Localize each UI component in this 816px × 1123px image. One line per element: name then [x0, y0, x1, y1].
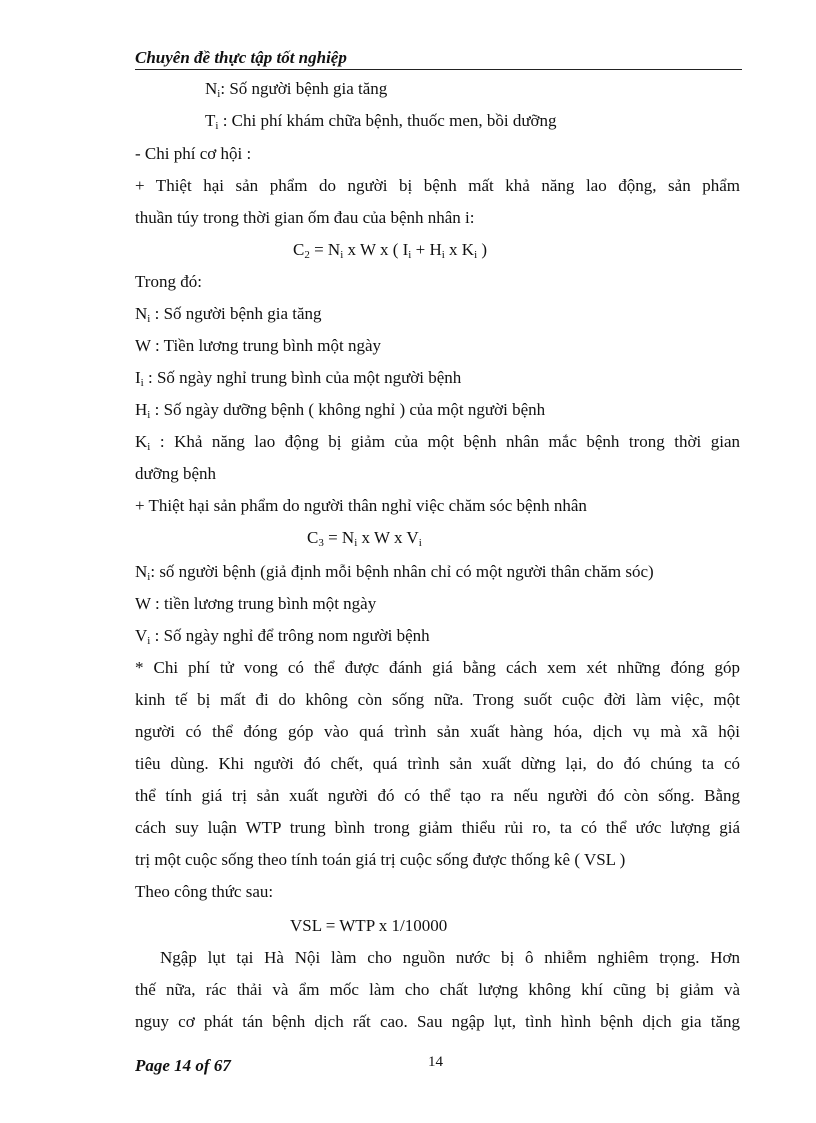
body-line: dưỡng bệnh [135, 464, 216, 483]
paragraph-line: thể tính giá trị sản xuất người đó có thể tạo ra nếu người đó còn sống. Bằng [135, 786, 740, 805]
definition-w: W : tiền lương trung bình một ngày [135, 594, 377, 613]
definition-ni: $N_i$: Số người bệnh gia tăng [205, 79, 388, 100]
definition-ni: $N_i$: số người bệnh (giả định mỗi bệnh nhân chỉ có một người thân chăm sóc) [135, 562, 654, 583]
paragraph-line: kinh tế bị mất đi do không còn sống nữa. Trong suốt cuộc đời làm việc, một [135, 690, 740, 709]
paragraph-line: * Chi phí tử vong có thể được đánh giá bằng cách xem xét những đóng góp [135, 658, 740, 677]
formula-intro: Theo công thức sau: [135, 882, 274, 901]
formula-c3: $C_3 = N_i$ x W x $V_i$ [307, 528, 422, 549]
paragraph-line: tiêu dùng. Khi người đó chết, quá trình sản xuất dừng lại, do đó chúng ta có [135, 754, 740, 773]
body-line: + Thiệt hại sản phẩm do người bị bệnh mất khả năng lao động, sản phẩm [135, 176, 740, 195]
definition-w: W : Tiền lương trung bình một ngày [135, 336, 381, 355]
where-label: Trong đó: [135, 272, 202, 291]
body-line: thuần túy trong thời gian ốm đau của bệnh nhân i: [135, 208, 475, 227]
definition-ki: $K_i$ : Khả năng lao động bị giảm của một bệnh nhân mắc bệnh trong thời gian [135, 432, 740, 453]
definition-ii: $I_i$ : Số ngày nghỉ trung bình của một người bệnh [135, 368, 462, 389]
definition-hi: $H_i$ : Số ngày dưỡng bệnh ( không nghỉ ) của một người bệnh [135, 400, 546, 421]
body-line: + Thiệt hại sản phẩm do người thân nghỉ việc chăm sóc bệnh nhân [135, 496, 587, 515]
formula-c2: $C_2 = N_i$ x W x ( $I_i + H_i$ x $K_i$ ) [293, 240, 488, 261]
formula-vsl: VSL = WTP x 1/10000 [290, 916, 448, 935]
definition-vi: $V_i$ : Số ngày nghỉ để trông nom người bệnh [135, 626, 430, 647]
document-header-title: Chuyên đề thực tập tốt nghiệp [135, 48, 742, 70]
paragraph-line: nguy cơ phát tán bệnh dịch rất cao. Sau ngập lụt, tình hình bệnh dịch gia tăng [135, 1012, 740, 1031]
definition-ti: $T_i$ : Chi phí khám chữa bệnh, thuốc men, bồi dưỡng [205, 111, 557, 132]
opportunity-cost-heading: - Chi phí cơ hội : [135, 144, 252, 163]
paragraph-line: trị một cuộc sống theo tính toán giá trị cuộc sống được thống kê ( VSL ) [135, 850, 626, 869]
definition-ni: $N_i$ : Số người bệnh gia tăng [135, 304, 322, 325]
paragraph-line: cách suy luận WTP trung bình trong giảm thiểu rủi ro, ta có thể ước lượng giá [135, 818, 740, 837]
paragraph-line: Ngập lụt tại Hà Nội làm cho nguồn nước bị ô nhiễm nghiêm trọng. Hơn [160, 948, 740, 967]
paragraph-line: thế nữa, rác thải và ẩm mốc làm cho chất lượng không khí cũng bị giảm và [135, 980, 740, 999]
footer-page-label: Page 14 of 67 [135, 1056, 231, 1075]
footer-page-number: 14 [428, 1054, 443, 1070]
paragraph-line: người có thể đóng góp vào quá trình sản xuất hàng hóa, dịch vụ mà xã hội [135, 722, 740, 741]
